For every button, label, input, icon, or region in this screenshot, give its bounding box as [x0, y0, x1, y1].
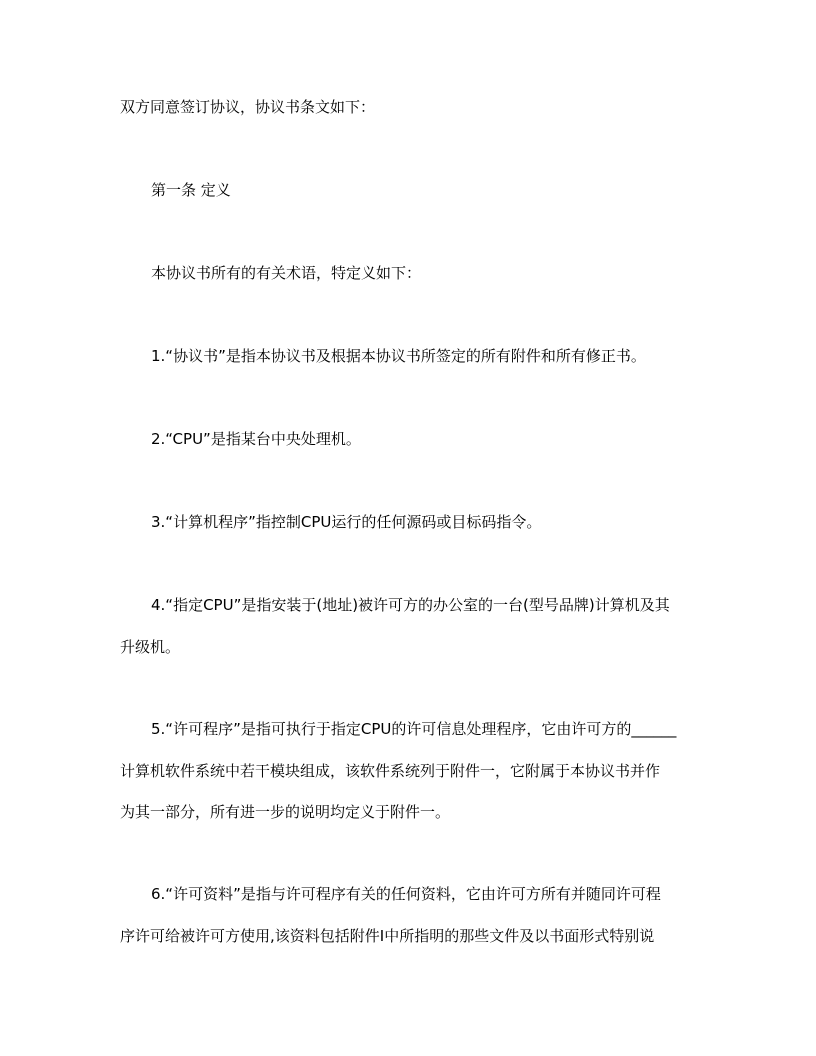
definition-6-line-2: 序许可给被许可方使用,该资料包括附件I中所指明的那些文件及以书面形式特别说 [120, 927, 655, 945]
definitions-intro: 本协议书所有的有关术语，特定义如下： [151, 264, 422, 282]
definition-5-line-2: 计算机软件系统中若干模块组成，该软件系统列于附件一，它附属于本协议书并作 [120, 762, 661, 780]
definition-5-line-3: 为其一部分，所有进一步的说明均定义于附件一。 [120, 803, 451, 821]
definition-4-line-1: 4.“指定CPU”是指安装于(地址)被许可方的办公室的一台(型号品牌)计算机及其 [151, 596, 670, 614]
definition-5-line-1: 5.“许可程序”是指可执行于指定CPU的许可信息处理程序，它由许可方的______ [151, 720, 677, 738]
definition-4-line-2: 升级机。 [120, 638, 181, 656]
article-heading: 第一条 定义 [151, 181, 231, 199]
definition-3-line-1: 3.“计算机程序”指控制CPU运行的任何源码或目标码指令。 [151, 513, 542, 531]
definition-2-line-1: 2.“CPU”是指某台中央处理机。 [151, 430, 361, 448]
intro-text: 双方同意签订协议，协议书条文如下： [120, 98, 376, 116]
definition-6-line-1: 6.“许可资料”是指与许可程序有关的任何资料，它由许可方所有并随同许可程 [151, 885, 661, 903]
definition-1-line-1: 1.“协议书”是指本协议书及根据本协议书所签定的所有附件和所有修正书。 [151, 347, 646, 365]
